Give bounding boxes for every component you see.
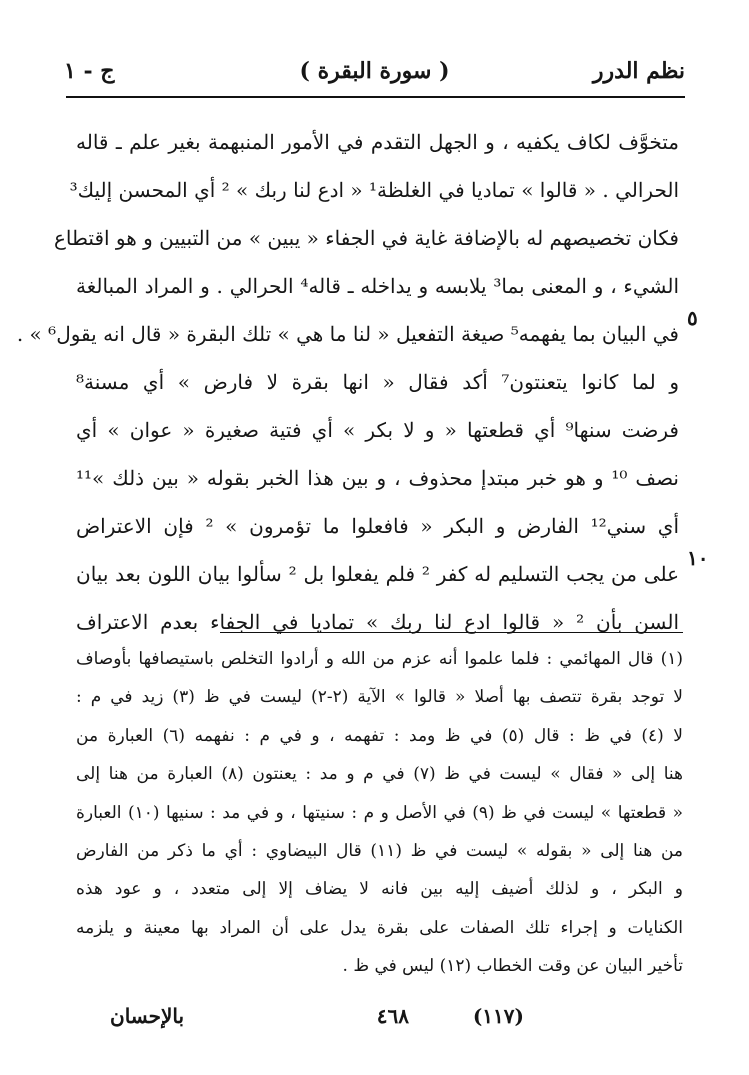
footnote-line: « قطعتها » ليست في ظ (٩) في الأصل و م : سنيتها ، و في مد : سنيها (١٠) العبارة (76, 802, 683, 823)
text-line: الشيء ، و المعنى بما³ يلابسه و يداخله ـ قاله⁴ الحرالي . و المراد المبالغة (76, 274, 680, 298)
page-number: (١١٧) (472, 1004, 524, 1028)
text-line: متخوَّف لكاف يكفيه ، و الجهل التقدم في الأمور المنبهمة بغير علم ـ قاله (76, 130, 679, 154)
text-line: أي سني¹² الفارض و البكر « فافعلوا ما تؤمرون » ² فإن الاعتراض (76, 514, 680, 538)
surah-title: ( سورة البقرة ) (299, 58, 450, 84)
text-line: في البيان بما يفهمه⁵ صيغة التفعيل « لنا ما هي » تلك البقرة « قال انه يقول⁶ » . (16, 322, 679, 346)
footnote-line: (١) قال المهائمي : فلما علموا أنه عزم من الله و أرادوا التخلص باستيصافها بأوصاف (76, 649, 683, 669)
text-line: السن بأن ² « قالوا ادع لنا ربك » تماديا في الجفاء بعدم الاعتراف (76, 610, 679, 634)
catchword: بالإحسان (110, 1004, 185, 1028)
volume-label: ج - ١ (64, 58, 115, 84)
main-text-block (16, 118, 709, 646)
footnote-line: و البكر ، و لذلك أضيف إليه بين فانه لا يضاف إلا إلى متعدد ، و عود هذه (76, 879, 683, 900)
text-line: نصف ¹⁰ و هو خبر مبتدإ محذوف ، و بين هذا الخبر بقوله « بين ذلك »¹¹ (76, 466, 679, 490)
footnotes-block (76, 640, 683, 986)
text-line: الحرالي . « قالوا » تماديا في الغلظة¹ « ادع لنا ربك » ² أي المحسن إليك³ (69, 178, 679, 202)
text-line: و لما كانوا يتعنتون⁷ أكد فقال « انها بقرة لا فارض » أي مسنة⁸ (76, 370, 680, 394)
line-number-5: ٥ (687, 306, 698, 330)
header-divider (66, 96, 685, 98)
running-title: نظم الدرر (592, 58, 685, 84)
footnote-line: تأخير البيان عن وقت الخطاب (١٢) ليس في ظ . (342, 956, 683, 977)
page-footer (110, 1000, 659, 1036)
text-line: على من يجب التسليم له كفر ² فلم يفعلوا بل ² سألوا بيان اللون بعد بيان (76, 562, 680, 586)
footnote-line: من هنا إلى « بقوله » ليست في ظ (١١) قال البيضاوي : أي ما ذكر من الفارض (76, 840, 683, 861)
footnote-line: هنا إلى « فقال » ليست في ظ (٧) في م و مد : يعنتون (٨) العبارة من هنا إلى (76, 764, 683, 785)
footnote-divider (220, 632, 683, 633)
footnote-line: لا توجد بقرة تتصف بها أصلا « قالوا » الآية (٢-٢) ليست في ظ (٣) زيد في م : (76, 687, 683, 708)
signature-code: ٤٦٨ (376, 1004, 409, 1028)
text-line: فرضت سنها⁹ أي قطعتها « و لا بكر » أي فتية صغيرة « عوان » أي (76, 418, 679, 442)
text-line: فكان تخصيصهم له بالإضافة غاية في الجفاء « يبين » من التبيين و هو اقتطاع (53, 226, 679, 250)
page-header (64, 52, 685, 92)
footnote-line: لا (٤) في ظ : قال (٥) في ظ ومد : تفهمه ، و في م : نفهمه (٦) العبارة من (76, 725, 684, 746)
line-number-10: ١٠ (687, 546, 709, 570)
footnote-line: الكنايات و إجراء تلك الصفات على بقرة يدل على أن المراد بها معينة و يلزمه (76, 917, 683, 938)
